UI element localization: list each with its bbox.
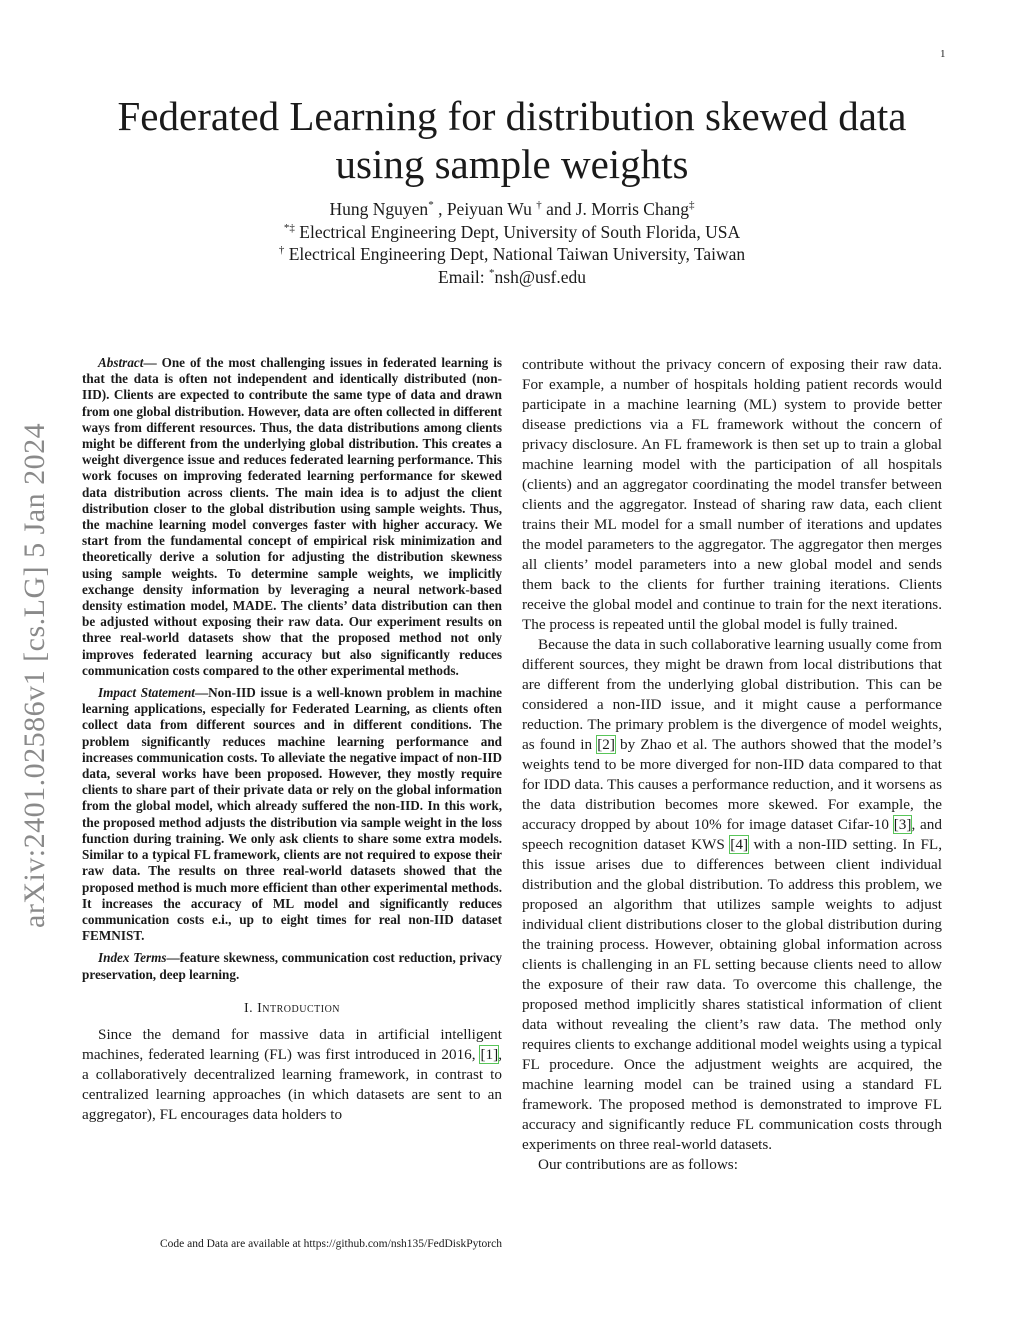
citation-link[interactable]: [2] xyxy=(597,736,615,753)
intro-paragraph: Since the demand for massive data in artificial intelligent machines, federated learning (FL) was first introduced in 2016, [1], a collaboratively decentralized learning framework, in contrast to centralized learning approaches (in which datasets are sent to an aggregator), FL encourages data holders to xyxy=(82,1025,502,1123)
arxiv-identifier: arXiv:2401.02586v1 [cs.LG] 5 Jan 2024 xyxy=(18,422,51,928)
abstract: Abstract— One of the most challenging issues in federated learning is that the data is often not independent and identically distributed (non-IID). Clients are expected to contribute the same type of data and drawn from one global distribution. However, data are often collected in different ways from different resources. Thus, the data distributions among clients might be different from the underlying global distribution. This creates a weight divergence issue and reduces federated learning performance. This work focuses on improving federated learning performance for skewed data distribution across clients. The main idea is to adjust the client distribution closer to the global distribution using sample weights. Thus, the machine learning model converges faster with higher accuracy. We start from the fundamental concept of empirical risk minimization and theoretically derive a solution for adjusting the distribution skewness using sample weights. To determine sample weights, we implicitly exchange density information by leveraging a neural network-based density estimation model, MADE. The clients’ data distribution can then be adjusted without exposing their raw data. Our experiment results on three real-world datasets show that the proposed method not only improves federated learning accuracy but also significantly reduces communication costs compared to the other experimental methods. xyxy=(82,355,502,678)
contributions-intro: Our contributions are as follows: xyxy=(538,1156,738,1173)
affiliation-ntu: † Electrical Engineering Dept, National Taiwan University, Taiwan xyxy=(278,244,746,264)
impact-statement: Impact Statement—Non-IID issue is a well-known problem in machine learning applications, especially for Federated Learning, as clients often collect data from different sources and in different conditions. The problem significantly reduces machine learning performance and increases communication costs. To alleviate the negative impact of non-IID data, several works have been proposed. However, they mostly require clients to share part of their private data or rely on the global information from the global model, which already suffered the non-IID. In this work, the proposed method adjusts the distribution via sample weight in the loss function during training. We only ask clients to share some extra models. Similar to a typical FL framework, clients are not required to expose their raw data. The results on three real-world datasets showed that the proposed method is much more efficient than other experimental methods. It increases the accuracy of ML model and significantly reduces communication costs e.i., up to eight times for real non-IID dataset FEMNIST. xyxy=(82,685,503,944)
intro-paragraph-continued: contribute without the privacy concern of exposing their raw data. For example, a number of hospitals holding patient records would participate in a machine learning (ML) system to provide better disease predictions via a FL framework without the concern of privacy disclosure. An FL framework is then set up to train a global machine learning model with the participation of all hospitals (clients) and an aggregator coordinating the model transfer between clients and the aggregator. Instead of sharing raw data, each client trains their ML model for a small number of iterations and updates the model parameters to the aggregator. The aggregator then merges all clients’ model parameters into a new global model and sends them back to the clients for further training iterations. Clients receive the global model and continue to train for the next iterations. The process is repeated until the global model is fully trained. xyxy=(522,356,942,633)
author-names: Hung Nguyen* , Peiyuan Wu † and J. Morris Chang‡ xyxy=(329,199,695,219)
page-number: 1 xyxy=(940,48,946,60)
index-terms: Index Terms—feature skewness, communication cost reduction, privacy preservation, deep learning. xyxy=(82,950,502,982)
citation-link[interactable]: [3] xyxy=(893,816,912,833)
author-block xyxy=(150,198,874,288)
affiliation-usf: *‡ Electrical Engineering Dept, University of South Florida, USA xyxy=(283,221,741,242)
paper-title: Federated Learning for distribution skewed data using sample weights xyxy=(117,93,907,187)
code-data-footnote: Code and Data are available at https://github.com/nsh135/FedDiskPytorch xyxy=(159,1238,502,1250)
section-heading-introduction: I. Introduction xyxy=(243,1000,341,1016)
citation-link[interactable]: [4] xyxy=(730,836,749,853)
citation-link[interactable]: [1] xyxy=(480,1045,499,1063)
non-iid-paragraph: Because the data in such collaborative learning usually come from different sources, they might be drawn from local distributions that are different from the underlying global distribution. This can be considered a non-IID issue, and it might cause a performance reduction. The primary problem is the divergence of model weights, as found in [2] by Zhao et al. The authors showed that the model’s weights tend to be more diverged for non-IID data compared to that for IDD data. This causes a performance reduction, and it worsens as the data distribution becomes more skewed. For example, the accuracy dropped by about 10% for image dataset Cifar-10 [3], and speech recognition dataset KWS [4] with a non-IID setting. In FL, this issue arises due to differences between client individual distribution and the global distribution. To address this problem, we proposed an algorithm that utilizes sample weights to adjust individual client distributions closer to the global distribution during the training process. However, obtaining global information across clients is challenging in an FL setting because clients need to allow the exposure of their raw data. To overcome this challenge, the proposed method implicitly shares statistical information of client data without revealing the client’s raw data. The method only requires clients to exchange additional model weights using a typical FL procedure. Once the adjustment weights are acquired, the machine learning model can be trained using a standard FL framework. The proposed method is demonstrated to improve FL accuracy and significantly reduce FL communication costs through experiments on three real-world datasets. xyxy=(522,636,942,1153)
right-column xyxy=(522,355,942,1175)
author-email: Email: *nsh@usf.edu xyxy=(438,266,586,287)
left-column xyxy=(82,355,502,1125)
